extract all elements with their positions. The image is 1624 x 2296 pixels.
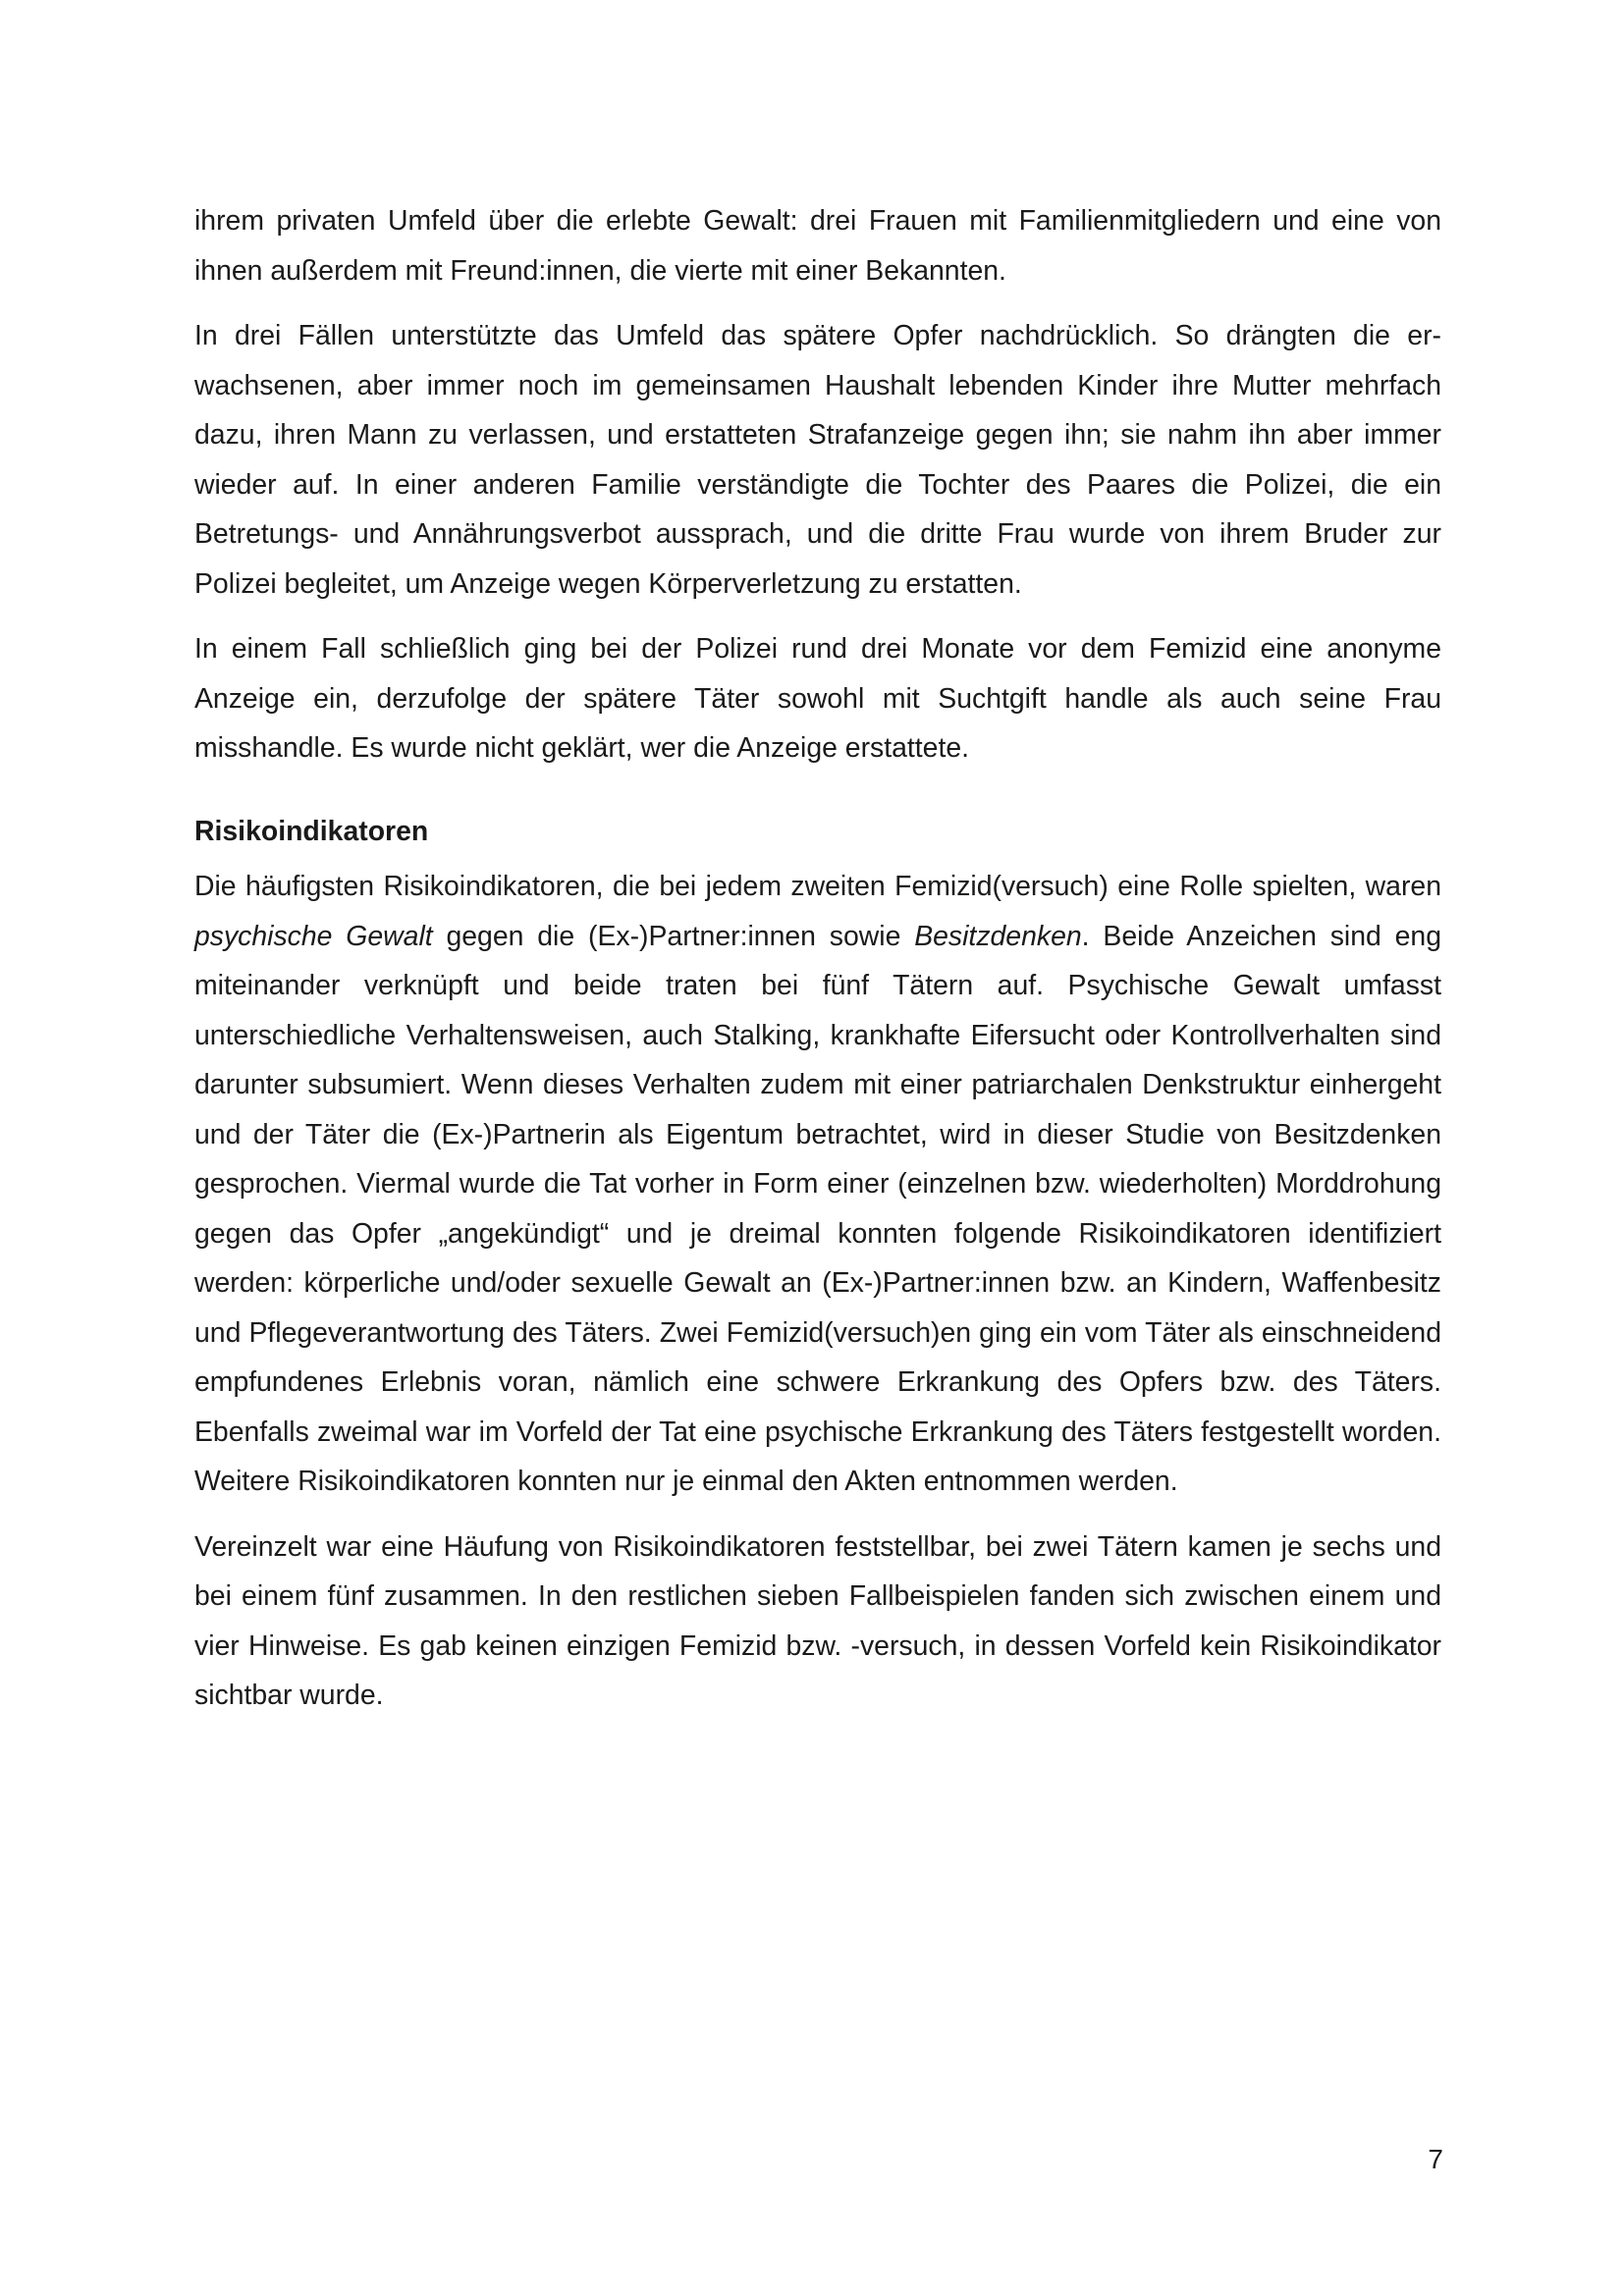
emphasis-psychische-gewalt: psychische Gewalt — [194, 920, 433, 952]
paragraph-umfeld-disclosure: ihrem privaten Umfeld über die erlebte Gewalt: drei Frauen mit Familienmitgliedern und eine von ihnen außerdem mit Freund:innen, die vierte mit einer Bekannten. — [194, 205, 1441, 287]
paragraph-anonymous-report: In einem Fall schließlich ging bei der Polizei rund drei Monate vor dem Femizid eine anonyme Anzeige ein, derzufolge der spätere Täter sowohl mit Suchtgift handle als auch seine Frau misshandle. Es wurde nicht geklärt, wer die Anzeige erstattete. — [194, 633, 1441, 764]
section-heading-risikoindikatoren: Risikoindikatoren — [194, 815, 429, 847]
paragraph-risk-indicators — [194, 862, 1441, 1507]
text-segment: Die häufigsten Risikoindikatoren, die bei jedem zweiten Femizid(versuch) eine Rolle spielten, waren — [194, 871, 1441, 902]
text-segment: . Beide Anzeichen sind eng miteinander verknüpft und beide traten bei fünf Tätern auf. Psychische Gewalt umfasst unterschiedliche Verhaltensweisen, auch Stalking, krankhafte Eifersucht oder Kontrollverhalten sind darunter subsumiert. Wenn dieses Verhalten zudem mit einer patriarchalen Denkstruktur einhergeht und der Täter die (Ex-)Partnerin als Eigentum betrachtet, wird in dieser Studie von Besitzdenken gesprochen. Viermal wurde die Tat vorher in Form einer (einzelnen bzw. wiederholten) Morddrohung gegen das Opfer „angekündigt“ und je dreimal konnten folgende Risikoindikatoren identifiziert werden: körperliche und/oder sexuelle Gewalt an (Ex-)Partner:innen bzw. an Kindern, Waffenbesitz und Pflegeverantwortung des Täters. Zwei Femizid(versuch)en ging ein vom Täter als einschneidend empfundenes Erlebnis voran, nämlich eine schwere Erkrankung des Opfers bzw. des Täters. Ebenfalls zweimal war im Vorfeld der Tat eine psychische Erkrankung des Täters festgestellt worden. Weitere Risikoindikatoren konnten nur je einmal den Akten entnommen werden. — [194, 920, 1441, 1497]
page-number: 7 — [1428, 2144, 1443, 2174]
paragraph-risk-accumulation: Vereinzelt war eine Häufung von Risikoindikatoren feststellbar, bei zwei Tätern kamen je sechs und bei einem fünf zusammen. In den restlichen sieben Fallbeispielen fanden sich zwischen einem und vier Hinweise. Es gab keinen einzigen Femizid bzw. -versuch, in dessen Vorfeld kein Risikoindikator sichtbar wurde. — [194, 1530, 1441, 1711]
paragraph-umfeld-support: In drei Fällen unterstützte das Umfeld das spätere Opfer nachdrücklich. So drängten die erwachsenen, aber immer noch im gemeinsamen Haushalt lebenden Kinder ihre Mutter mehrfach dazu, ihren Mann zu verlassen, und erstatteten Strafanzeige gegen ihn; sie nahm ihn aber immer wieder auf. In einer anderen Familie verständigte die Tochter des Paares die Polizei, die ein Betretungs- und Annährungsverbot aussprach, und die dritte Frau wurde von ihrem Bruder zur Polizei begleitet, um Anzeige wegen Körperverletzung zu erstatten. — [194, 320, 1441, 600]
text-segment: gegen die (Ex-)Partner:innen sowie — [432, 920, 915, 952]
page-body — [194, 196, 1441, 1736]
emphasis-besitzdenken: Besitzdenken — [914, 920, 1082, 952]
